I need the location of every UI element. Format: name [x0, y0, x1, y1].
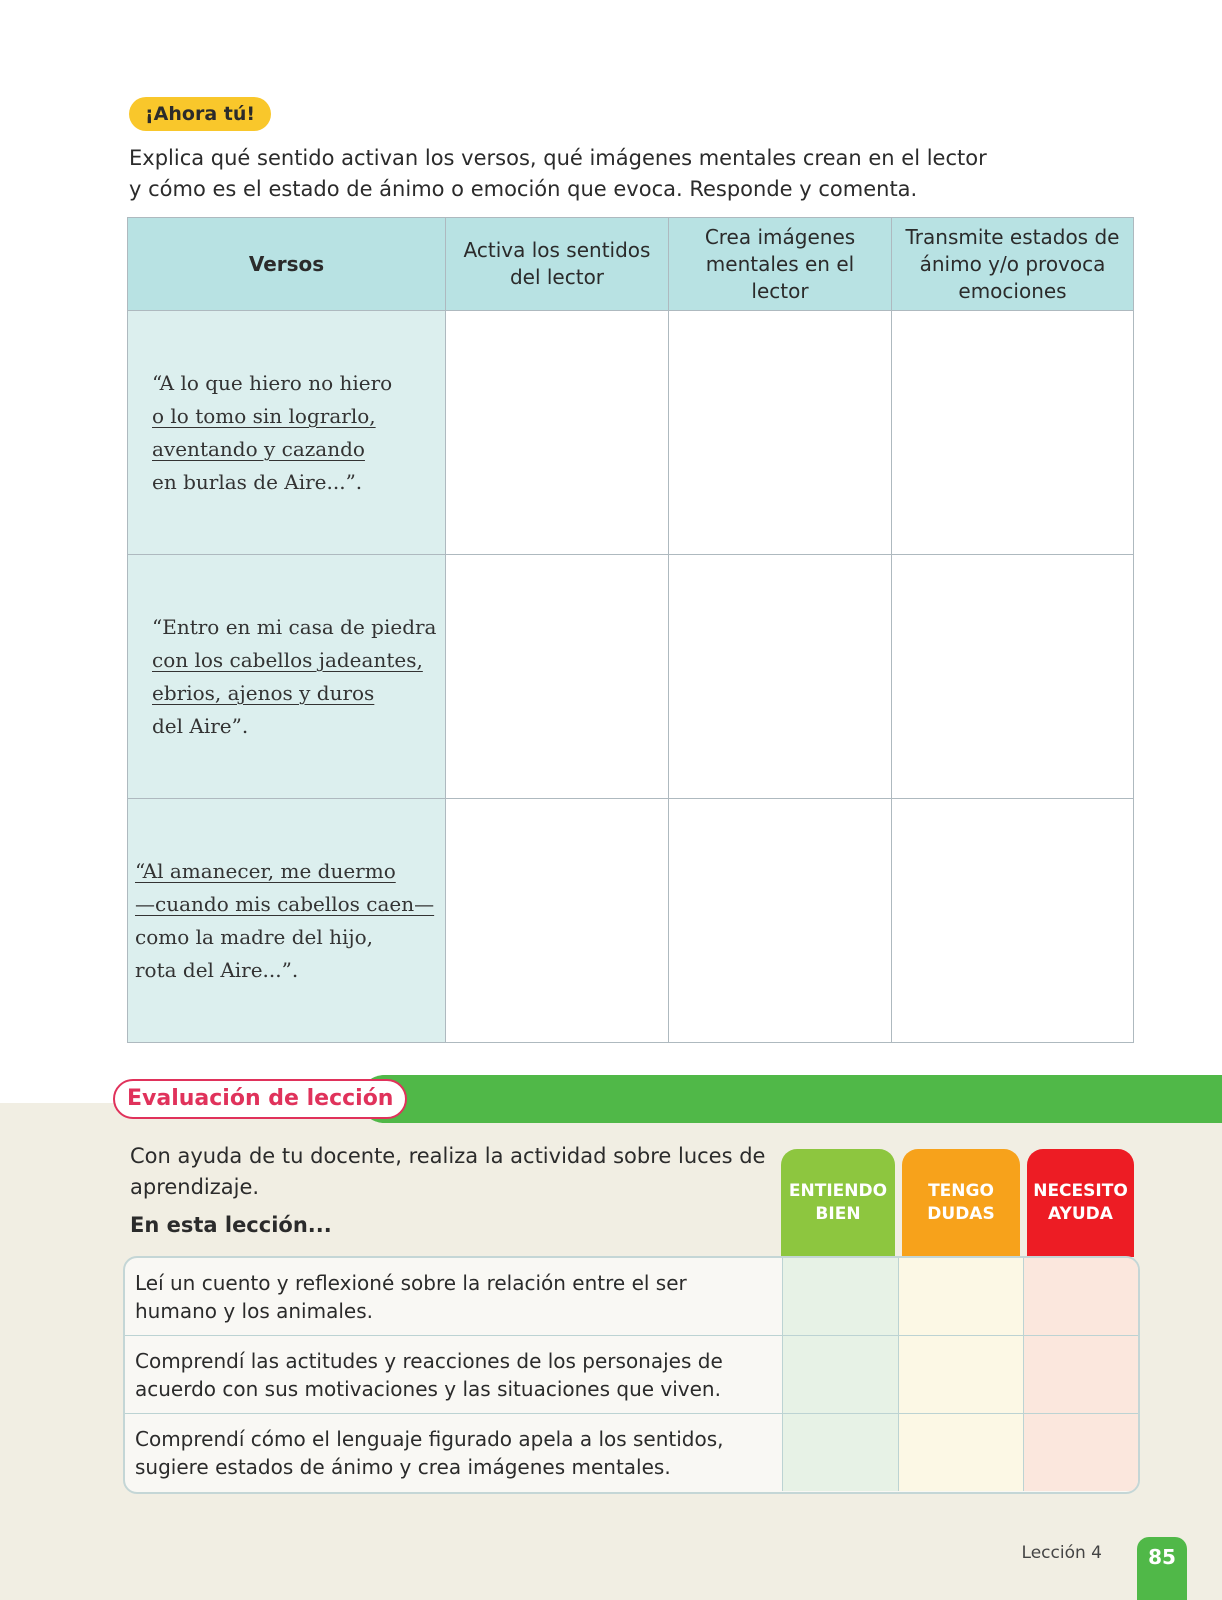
verse-line: “A lo que hiero no hiero [152, 370, 393, 395]
light-entiendo-bien: ENTIENDO BIEN [781, 1149, 895, 1257]
verse-line: ebrios, ajenos y duros [152, 680, 375, 705]
answer-cell-emociones[interactable] [892, 555, 1134, 799]
answer-cell-imagenes[interactable] [669, 799, 892, 1043]
table-header-row [128, 218, 1134, 311]
verse-line: o lo tomo sin lograrlo, [152, 403, 376, 428]
mark-tengo-dudas[interactable] [898, 1258, 1024, 1335]
mark-necesito-ayuda[interactable] [1023, 1414, 1139, 1491]
light-tengo-dudas: TENGO DUDAS [902, 1149, 1020, 1257]
evaluation-instructions: Con ayuda de tu docente, realiza la actividad sobre luces de aprendizaje. [130, 1144, 766, 1199]
evaluation-header-bar [360, 1075, 1222, 1123]
verse-text-1 [128, 367, 445, 499]
evaluation-table [123, 1256, 1140, 1494]
verse-line: como la madre del hijo, [135, 924, 373, 949]
evaluation-title: Evaluación de lección [113, 1079, 407, 1119]
verse-cell-1 [128, 311, 446, 555]
answer-cell-sentidos[interactable] [446, 555, 669, 799]
mark-necesito-ayuda[interactable] [1023, 1336, 1139, 1413]
instructions-line-1: Explica qué sentido activan los versos, qué imágenes mentales crean en el lector [129, 146, 987, 170]
verse-line: —cuando mis cabellos caen— [135, 891, 435, 916]
evaluation-item: Comprendí las actitudes y reacciones de los personajes de acuerdo con sus motivaciones y las situaciones que viven. [135, 1348, 723, 1401]
verse-line: del Aire”. [152, 713, 249, 738]
table-row [128, 555, 1134, 799]
verse-cell-3 [128, 799, 446, 1043]
answer-cell-imagenes[interactable] [669, 555, 892, 799]
evaluation-item: Comprendí cómo el lenguaje figurado apela a los sentidos, sugiere estados de ánimo y crea imágenes mentales. [135, 1426, 724, 1479]
answer-cell-emociones[interactable] [892, 311, 1134, 555]
verse-line: con los cabellos jadeantes, [152, 647, 423, 672]
verse-line: aventando y cazando [152, 436, 365, 461]
mark-entiendo-bien[interactable] [782, 1414, 899, 1491]
ahora-tu-badge: ¡Ahora tú! [129, 97, 271, 131]
mark-tengo-dudas[interactable] [898, 1336, 1024, 1413]
answer-cell-sentidos[interactable] [446, 311, 669, 555]
lesson-label: Lección 4 [1021, 1543, 1102, 1563]
answer-cell-emociones[interactable] [892, 799, 1134, 1043]
page-number: 85 [1137, 1537, 1187, 1600]
verse-text-2 [128, 611, 445, 743]
mark-entiendo-bien[interactable] [782, 1336, 899, 1413]
header-emociones: Transmite estados de ánimo y/o provoca emociones [892, 218, 1134, 311]
verse-line: “Al amanecer, me duermo [135, 858, 396, 883]
evaluation-subtitle: En esta lección... [130, 1213, 332, 1237]
header-imagenes: Crea imágenes mentales en el lector [669, 218, 892, 311]
answer-cell-sentidos[interactable] [446, 799, 669, 1043]
instructions-line-2: y cómo es el estado de ánimo o emoción que evoca. Responde y comenta. [129, 177, 918, 201]
verse-line: rota del Aire...”. [135, 957, 299, 982]
mark-necesito-ayuda[interactable] [1023, 1258, 1139, 1335]
table-row [128, 311, 1134, 555]
light-necesito-ayuda: NECESITO AYUDA [1027, 1149, 1134, 1257]
verse-line: en burlas de Aire...”. [152, 469, 363, 494]
verse-line: “Entro en mi casa de piedra [152, 614, 437, 639]
activity-instructions [129, 143, 1109, 205]
verse-cell-2 [128, 555, 446, 799]
header-sentidos: Activa los sentidos del lector [446, 218, 669, 311]
table-row [125, 1413, 1138, 1491]
versos-table [127, 217, 1134, 1043]
answer-cell-imagenes[interactable] [669, 311, 892, 555]
table-row [128, 799, 1134, 1043]
table-row [125, 1258, 1138, 1335]
verse-text-3 [128, 855, 445, 987]
table-row [125, 1335, 1138, 1413]
evaluation-item: Leí un cuento y reflexioné sobre la relación entre el ser humano y los animales. [135, 1270, 687, 1323]
mark-entiendo-bien[interactable] [782, 1258, 899, 1335]
mark-tengo-dudas[interactable] [898, 1414, 1024, 1491]
header-versos: Versos [128, 218, 446, 311]
